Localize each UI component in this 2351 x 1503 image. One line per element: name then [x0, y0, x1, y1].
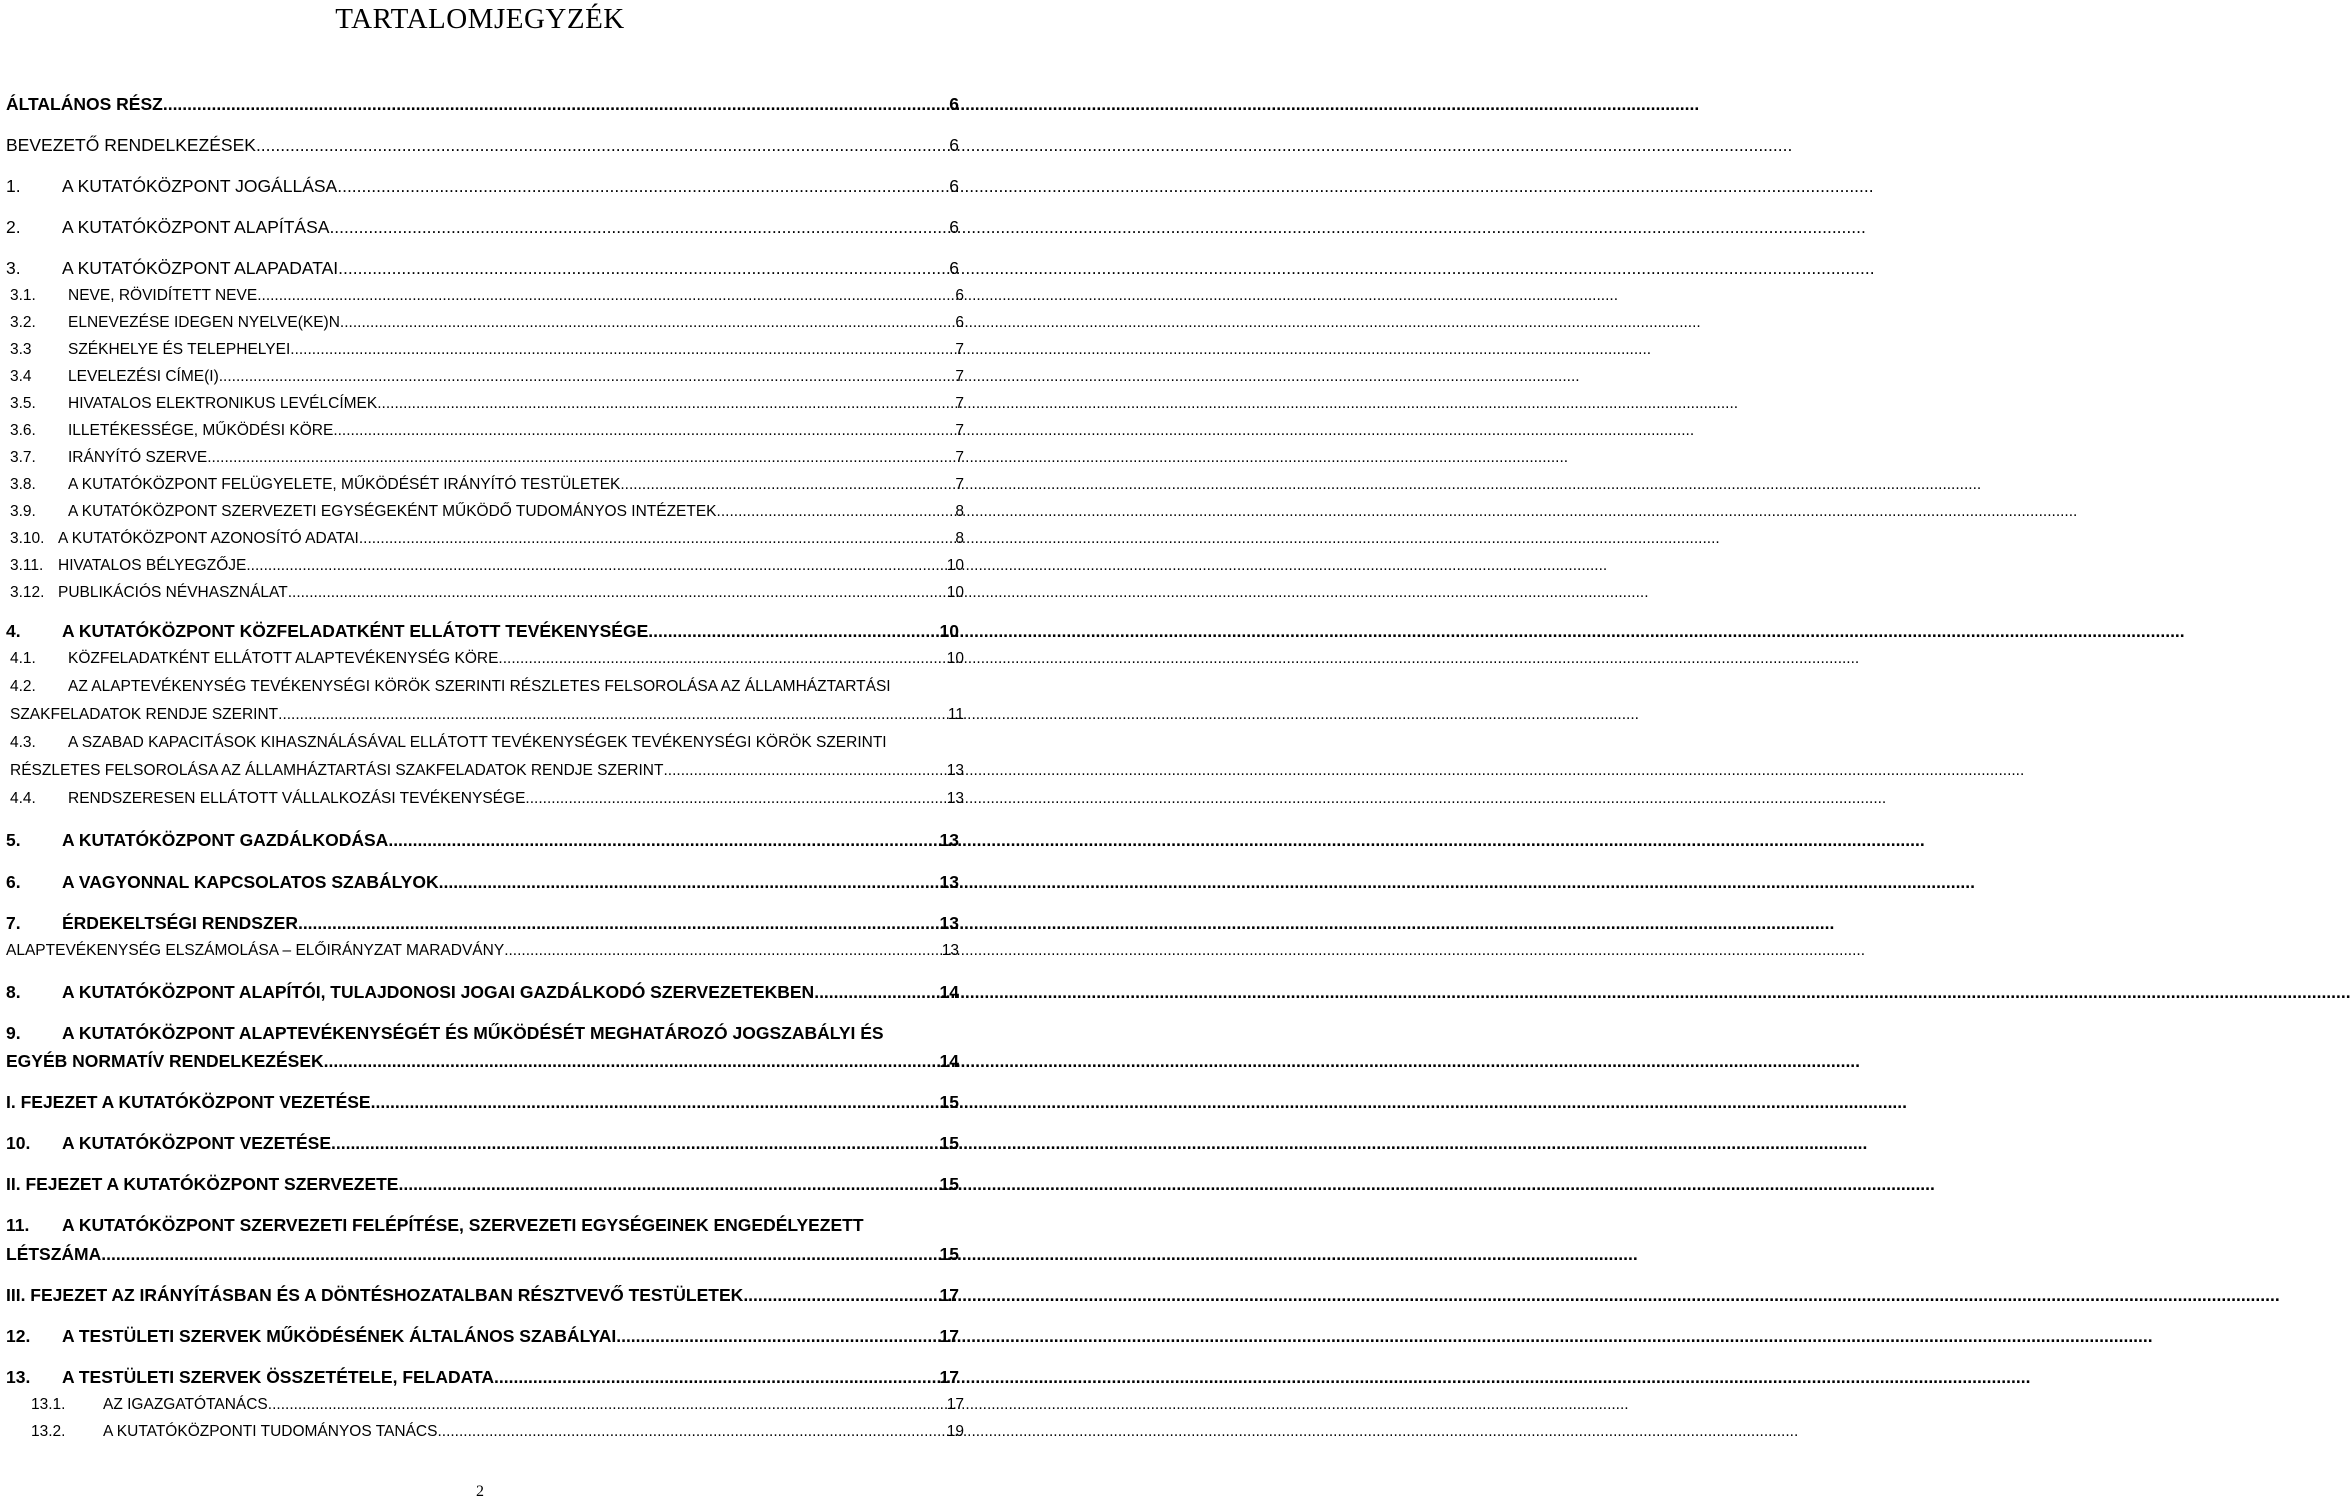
toc-leader-dots [371, 1091, 938, 1113]
toc-leader-dots [359, 528, 954, 550]
toc-entry-text: ÉRDEKELTSÉGI RENDSZER [62, 913, 298, 933]
toc-entry-text: A VAGYONNAL KAPCSOLATOS SZABÁLYOK [62, 872, 439, 892]
toc-subentry-line1[interactable] [10, 732, 963, 754]
toc-entry-number: 10. [6, 1133, 31, 1153]
toc-leader-dots [331, 1132, 938, 1154]
toc-entry-number: 3.12. [10, 584, 45, 601]
toc-entry-number: 12. [6, 1326, 31, 1346]
toc-chapter[interactable] [6, 1173, 959, 1195]
page-number: 2 [476, 1483, 484, 1500]
toc-entry-number: 3.4 [10, 368, 32, 385]
toc-subentry[interactable] [10, 420, 964, 442]
toc-entry-page: 13 [939, 913, 959, 933]
toc-entry-number: 3.10. [10, 530, 45, 547]
toc-leader-dots [246, 555, 944, 577]
toc-entry[interactable] [6, 1050, 959, 1072]
toc-subentry[interactable] [10, 648, 964, 670]
toc-entry[interactable] [6, 1243, 959, 1265]
toc-entry[interactable] [6, 871, 959, 893]
toc-entry-number: 5. [6, 830, 21, 850]
toc-entry-text: HIVATALOS ELEKTRONIKUS LEVÉLCÍMEK [68, 395, 378, 412]
toc-entry-text: A TESTÜLETI SZERVEK MŰKÖDÉSÉNEK ÁLTALÁNOS SZABÁLYAI [62, 1326, 617, 1346]
toc-leader-dots [340, 312, 953, 334]
toc-entry-text: III. FEJEZET AZ IRÁNYÍTÁSBAN ÉS A DÖNTÉSHOZATALBAN RÉSZTVEVŐ TESTÜLETEK [6, 1285, 744, 1305]
page-title: TARTALOMJEGYZÉK [335, 3, 625, 35]
toc-leader-dots [298, 912, 938, 934]
toc-subentry[interactable] [10, 447, 964, 469]
toc-entry-page: 6 [955, 287, 964, 304]
toc-leader-dots [290, 339, 953, 361]
toc-entry-number: 3.8. [10, 476, 36, 493]
toc-entry-number: 3.9. [10, 503, 36, 520]
toc-entry-page: 6 [949, 217, 959, 237]
toc-leader-dots [101, 1243, 937, 1265]
toc-entry-number: 13.2. [31, 1423, 66, 1440]
toc-subentry[interactable] [10, 393, 964, 415]
toc-entry-page: 19 [946, 1423, 964, 1440]
toc-leader-dots [338, 257, 947, 279]
toc-entry-text: A SZABAD KAPACITÁSOK KIHASZNÁLÁSÁVAL ELLÁTOTT TEVÉKENYSÉGEK TEVÉKENYSÉGI KÖRÖK SZERINTI [68, 734, 887, 751]
toc-entry-text: A KUTATÓKÖZPONT AZONOSÍTÓ ADATAI [58, 530, 359, 547]
toc-leader-dots [814, 981, 937, 1003]
toc-leader-dots [498, 648, 944, 670]
toc-entry-page: 13 [939, 830, 959, 850]
toc-entry-text: A TESTÜLETI SZERVEK ÖSSZETÉTELE, FELADATA [62, 1367, 495, 1387]
toc-entry-page: 6 [949, 176, 959, 196]
toc-entry[interactable] [6, 134, 959, 156]
toc-subentry[interactable] [10, 312, 964, 334]
toc-entry-text: BEVEZETŐ RENDELKEZÉSEK [6, 135, 256, 155]
toc-subentry[interactable] [10, 501, 964, 523]
toc-entry-number: 3.6. [10, 422, 36, 439]
toc-entry-text-continued: EGYÉB NORMATÍV RENDELKEZÉSEK [6, 1051, 324, 1071]
toc-entry-page: 8 [955, 503, 964, 520]
toc-subentry[interactable] [10, 704, 964, 726]
toc-entry[interactable] [6, 93, 959, 115]
toc-entry-page: 17 [946, 1396, 964, 1413]
toc-entry-page: 6 [949, 258, 959, 278]
toc-entry-line1[interactable] [6, 1022, 959, 1044]
toc-entry-text: A KUTATÓKÖZPONT ALAPÍTÁSA [62, 217, 330, 237]
toc-entry-text: A KUTATÓKÖZPONT SZERVEZETI FELÉPÍTÉSE, SZERVEZETI EGYSÉGEINEK ENGEDÉLYEZETT [62, 1215, 864, 1235]
toc-leader-dots [257, 285, 953, 307]
toc-entry-page: 7 [955, 422, 964, 439]
toc-entry-text: A KUTATÓKÖZPONT VEZETÉSE [62, 1133, 331, 1153]
toc-entry-text: SZÉKHELYE ÉS TELEPHELYEI [68, 341, 291, 358]
toc-entry-text: A KUTATÓKÖZPONT GAZDÁLKODÁSA [62, 830, 389, 850]
toc-entry-page: 13 [946, 790, 964, 807]
toc-entry-number: 4.1. [10, 650, 36, 667]
toc-entry-number: 4.4. [10, 790, 36, 807]
toc-entry-number: 3.5. [10, 395, 36, 412]
toc-entry-text: A KUTATÓKÖZPONT ALAPADATAI [62, 258, 339, 278]
toc-entry-number: 13. [6, 1367, 31, 1387]
toc-entry-text: ALAPTEVÉKENYSÉG ELSZÁMOLÁSA – ELŐIRÁNYZAT MARADVÁNY [6, 942, 505, 959]
toc-entry-number: 1. [6, 176, 21, 196]
toc-entry-page: 7 [955, 449, 964, 466]
toc-entry-page: 13 [941, 942, 959, 959]
toc-entry-number: 3. [6, 258, 21, 278]
toc-subentry[interactable] [6, 940, 959, 962]
toc-entry-page: 13 [939, 872, 959, 892]
toc-entry-number: 7. [6, 913, 21, 933]
toc-entry-text: AZ IGAZGATÓTANÁCS [103, 1396, 268, 1413]
toc-entry-page: 7 [955, 395, 964, 412]
toc-entry-number: 4.3. [10, 734, 36, 751]
toc-entry-line1[interactable] [6, 1214, 959, 1236]
toc-entry-text: RENDSZERESEN ELLÁTOTT VÁLLALKOZÁSI TEVÉKENYSÉGE [68, 790, 526, 807]
toc-entry-text: II. FEJEZET A KUTATÓKÖZPONT SZERVEZETE [6, 1174, 399, 1194]
toc-entry-text: AZ ALAPTEVÉKENYSÉG TEVÉKENYSÉGI KÖRÖK SZERINTI RÉSZLETES FELSOROLÁSA AZ ÁLLAMHÁZTARTÁSI [68, 678, 891, 695]
toc-leader-dots [219, 366, 954, 388]
toc-entry-text: IRÁNYÍTÓ SZERVE [68, 449, 208, 466]
toc-entry-number: 3.1. [10, 287, 36, 304]
toc-entry-text: I. FEJEZET A KUTATÓKÖZPONT VEZETÉSE [6, 1092, 371, 1112]
toc-leader-dots [288, 582, 945, 604]
toc-entry-number: 6. [6, 872, 21, 892]
toc-entry-page: 10 [946, 650, 964, 667]
toc-entry-text: A KUTATÓKÖZPONTI TUDOMÁNYOS TANÁCS [103, 1423, 438, 1440]
toc-subentry[interactable] [10, 474, 964, 496]
toc-leader-dots [377, 393, 953, 415]
toc-leader-dots [207, 447, 953, 469]
toc-entry-text: ILLETÉKESSÉGE, MŰKÖDÉSI KÖRE [68, 422, 334, 439]
toc-subentry[interactable] [10, 285, 964, 307]
toc-entry-text: A KUTATÓKÖZPONT ALAPTEVÉKENYSÉGÉT ÉS MŰKÖDÉSÉT MEGHATÁROZÓ JOGSZABÁLYI ÉS [62, 1023, 884, 1043]
toc-entry-text: ELNEVEZÉSE IDEGEN NYELVE(KE)N [68, 314, 340, 331]
toc-entry-page: 15 [939, 1174, 959, 1194]
toc-entry[interactable] [6, 912, 959, 934]
toc-entry-page: 6 [955, 314, 964, 331]
toc-entry-number: 13.1. [31, 1396, 66, 1413]
toc-entry-page: 10 [946, 557, 964, 574]
toc-entry-text: ÁLTALÁNOS RÉSZ [6, 94, 163, 114]
toc-subentry[interactable] [31, 1394, 964, 1416]
toc-entry-page: 8 [955, 530, 964, 547]
toc-entry-number: 9. [6, 1023, 21, 1043]
toc-entry-page: 15 [939, 1092, 959, 1112]
toc-leader-dots [648, 620, 937, 642]
toc-leader-dots [504, 940, 940, 962]
toc-leader-dots [437, 1421, 944, 1443]
toc-entry-number: 8. [6, 982, 21, 1002]
toc-entry-page: 15 [939, 1244, 959, 1264]
toc-entry-number: 3.3 [10, 341, 32, 358]
toc-subentry[interactable] [10, 555, 964, 577]
toc-entry-number: 3.11. [10, 557, 44, 574]
toc-entry-text: A KUTATÓKÖZPONT KÖZFELADATKÉNT ELLÁTOTT TEVÉKENYSÉGE [62, 621, 649, 641]
toc-entry-number: 3.7. [10, 449, 36, 466]
toc-entry-text: A KUTATÓKÖZPONT ALAPÍTÓI, TULAJDONOSI JOGAI GAZDÁLKODÓ SZERVEZETEKBEN [62, 982, 815, 1002]
toc-entry-number: 3.2. [10, 314, 36, 331]
toc-entry-page: 13 [946, 762, 964, 779]
toc-entry-text-continued: SZAKFELADATOK RENDJE SZERINT [10, 706, 279, 723]
toc-entry-number: 4. [6, 621, 21, 641]
toc-entry-page: 17 [939, 1326, 959, 1346]
toc-leader-dots [337, 175, 947, 197]
toc-leader-dots [439, 871, 938, 893]
toc-subentry[interactable] [10, 582, 964, 604]
toc-entry-page: 7 [955, 476, 964, 493]
toc-chapter[interactable] [6, 1284, 959, 1306]
toc-leader-dots [616, 1325, 937, 1347]
toc-entry[interactable] [6, 216, 959, 238]
toc-leader-dots [494, 1366, 938, 1388]
toc-entry-text: KÖZFELADATKÉNT ELLÁTOTT ALAPTEVÉKENYSÉG KÖRE [68, 650, 499, 667]
toc-leader-dots [278, 704, 946, 726]
toc-entry[interactable] [6, 175, 959, 197]
toc-subentry-line1[interactable] [10, 676, 963, 698]
toc-entry-page: 6 [949, 135, 959, 155]
toc-entry-page: 7 [955, 341, 964, 358]
toc-leader-dots [663, 760, 944, 782]
toc-entry[interactable] [6, 620, 959, 642]
toc-entry-number: 4.2. [10, 678, 36, 695]
toc-subentry[interactable] [10, 528, 964, 550]
toc-entry-text: HIVATALOS BÉLYEGZŐJE [58, 557, 247, 574]
toc-entry-text: A KUTATÓKÖZPONT FELÜGYELETE, MŰKÖDÉSÉT IRÁNYÍTÓ TESTÜLETEK [68, 476, 621, 493]
toc-entry-page: 10 [946, 584, 964, 601]
toc-entry-text: NEVE, RÖVIDÍTETT NEVE [68, 287, 258, 304]
toc-leader-dots [333, 420, 953, 442]
toc-leader-dots [324, 1050, 938, 1072]
toc-entry-text-continued: LÉTSZÁMA [6, 1244, 102, 1264]
toc-entry-page: 6 [949, 94, 959, 114]
toc-entry-text: LEVELEZÉSI CÍME(I) [68, 368, 219, 385]
toc-entry[interactable] [6, 257, 959, 279]
toc-entry-page: 11 [947, 706, 964, 723]
toc-entry[interactable] [6, 1325, 959, 1347]
toc-entry-text: A KUTATÓKÖZPONT SZERVEZETI EGYSÉGEKÉNT MŰKÖDŐ TUDOMÁNYOS INTÉZETEK [68, 503, 717, 520]
toc-leader-dots [717, 501, 954, 523]
toc-entry-text: PUBLIKÁCIÓS NÉVHASZNÁLAT [58, 584, 288, 601]
toc-leader-dots [388, 829, 937, 851]
toc-subentry[interactable] [10, 788, 964, 810]
toc-leader-dots [620, 474, 953, 496]
toc-entry-page: 7 [955, 368, 964, 385]
toc-leader-dots [743, 1284, 937, 1306]
toc-entry[interactable] [6, 981, 959, 1003]
toc-subentry[interactable] [10, 366, 964, 388]
toc-entry[interactable] [6, 829, 959, 851]
toc-leader-dots [256, 134, 947, 156]
toc-leader-dots [268, 1394, 945, 1416]
toc-entry-page: 15 [939, 1133, 959, 1153]
toc-subentry[interactable] [10, 339, 964, 361]
toc-entry-page: 10 [939, 621, 959, 641]
toc-entry-text-continued: RÉSZLETES FELSOROLÁSA AZ ÁLLAMHÁZTARTÁSI SZAKFELADATOK RENDJE SZERINT [10, 762, 664, 779]
toc-entry-page: 14 [939, 982, 959, 1002]
toc-entry[interactable] [6, 1366, 959, 1388]
toc-entry-text: A KUTATÓKÖZPONT JOGÁLLÁSA [62, 176, 338, 196]
toc-entry-number: 2. [6, 217, 21, 237]
toc-subentry[interactable] [10, 760, 964, 782]
toc-chapter[interactable] [6, 1091, 959, 1113]
toc-leader-dots [329, 216, 947, 238]
toc-entry-page: 14 [939, 1051, 959, 1071]
toc-entry[interactable] [6, 1132, 959, 1154]
toc-leader-dots [398, 1173, 937, 1195]
toc-entry-page: 17 [939, 1285, 959, 1305]
toc-entry-page: 17 [939, 1367, 959, 1387]
toc-leader-dots [163, 93, 947, 115]
toc-subentry[interactable] [31, 1421, 964, 1443]
toc-leader-dots [525, 788, 944, 810]
toc-entry-number: 11. [6, 1215, 30, 1235]
